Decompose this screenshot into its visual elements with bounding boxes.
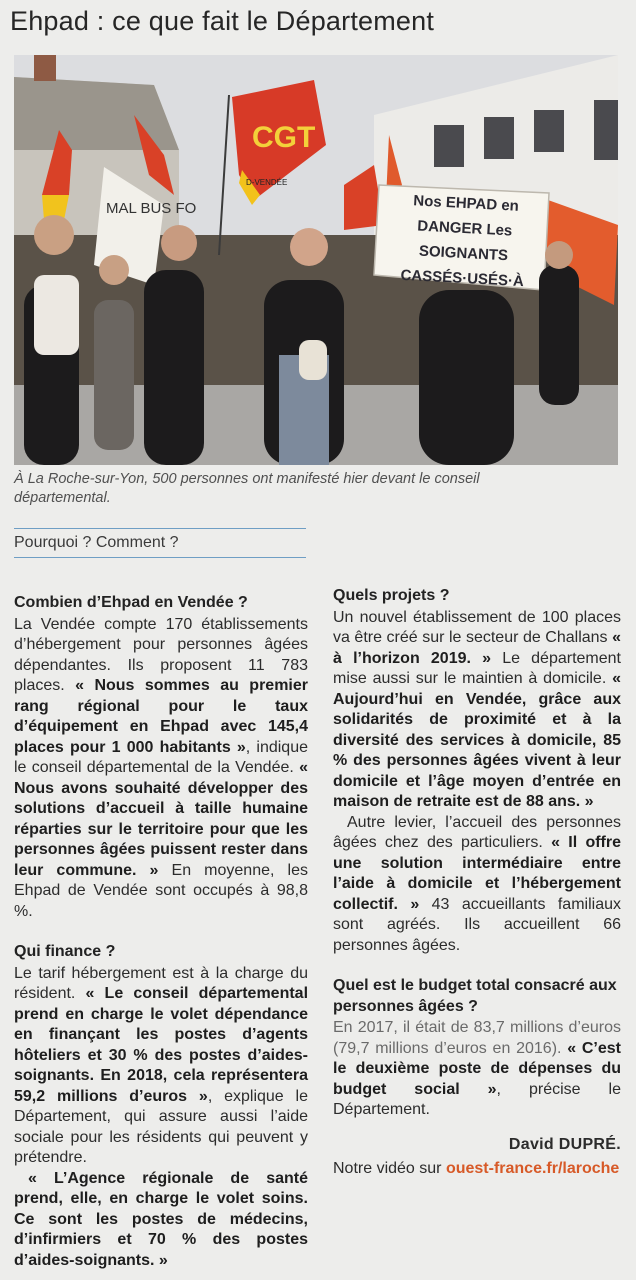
photo-caption: À La Roche-sur-Yon, 500 personnes ont manifesté hier devant le conseil départemental. (14, 471, 480, 506)
question-heading: Qui finance ? (14, 943, 116, 960)
answer-text: En moyenne, les Ehpad de Vendée sont occupés à 98,8 %. (14, 861, 308, 920)
video-prefix: Notre vidéo sur (333, 1160, 446, 1177)
quote-text: « C’est le deuxième poste de dépenses du budget social » (333, 1039, 621, 1098)
answer-paragraph (333, 1018, 621, 1121)
answer-paragraph (333, 813, 621, 957)
flag-text: CGT (252, 121, 316, 154)
quote-text: « Nous avons souhaité développer des solutions d’accueil à taille humaine réparties sur le territoire pour que les personnes âgées puissent rester dans leur commune. » (14, 759, 308, 879)
answer-paragraph (14, 615, 308, 923)
question-heading: Quels projets ? (333, 587, 450, 604)
quote-text: « à l’horizon 2019. » (333, 629, 621, 667)
answer-text: Le département mise aussi sur le maintien à domicile. (333, 649, 621, 687)
answer-text: La Vendée compte 170 établissements d’hébergement pour personnes âgées dépendantes. Ils proposent 11 783 places. (14, 615, 308, 694)
answer-text: 43 accueillants familiaux sont agréés. Ils accueillent 66 personnes âgées. (333, 895, 621, 954)
video-promo (333, 1159, 621, 1180)
answer-text: Un nouvel établissement de 100 places va être créé sur le secteur de Challans (333, 608, 621, 646)
question-heading: Combien d’Ehpad en Vendée ? (14, 594, 248, 611)
article-title: Ehpad : ce que fait le Département (10, 6, 435, 36)
quote-text: « Il offre une solution intermédiaire entre l’aide à domicile et l’hébergement collectif. » (333, 834, 622, 913)
quote-paragraph: « L’Agence régionale de santé prend, elle, en charge le volet soins. Ce sont les postes de médecins, d’infirmiers et 70 % des postes d’aides-soignants. » (14, 1169, 308, 1269)
author-signature: David DUPRÉ. (508, 1135, 621, 1153)
answer-text: En 2017, il était de 83,7 millions d’euros (79,7 millions d’euros en 2016). (333, 1019, 621, 1057)
protest-banner: Nos EHPAD en DANGER Les SOIGNANTS CASSÉS·USÉS·À (400, 192, 525, 291)
quote-text: « Le conseil départemental prend en charge le volet dépendance en finançant les postes d’agents hôteliers et 30 % des postes d’aides-soignants. En 2018, cela représentera 59,2 millions d’euros » (14, 985, 309, 1105)
quote-text: « Aujourd’hui en Vendée, grâce aux solidarités de proximité et à la diversité des services à domicile, 85 % des personnes âgées vivent à leur domicile et l’âge moyen d’entrée en maison de retraite est de 88 ans. » (333, 670, 621, 810)
right-column (333, 586, 621, 1180)
video-link[interactable]: ouest-france.fr/laroche (445, 1160, 620, 1177)
flag-subtext: D-VENDÉE (246, 178, 288, 187)
answer-text: , précise le Département. (333, 1080, 621, 1118)
answer-paragraph (333, 608, 621, 813)
answer-text: Le tarif hébergement est à la charge du résident. (14, 964, 308, 1002)
left-column (14, 528, 308, 1271)
sign-text: MAL BUS FO (106, 200, 197, 217)
answer-text: , explique le Département, qui assure aussi l’aide sociale pour les résidents qui peuvent y prétendre. (14, 1087, 308, 1166)
answer-paragraph (14, 964, 308, 1169)
protest-photo (14, 55, 618, 465)
section-label: Pourquoi ? Comment ? (14, 528, 306, 558)
answer-text: , indique le conseil départemental de la Vendée. (14, 738, 308, 776)
answer-text: Autre levier, l’accueil des personnes âgées chez des particuliers. (333, 813, 621, 851)
quote-text: « Nous sommes au premier rang régional pour le taux d’équipement en Ehpad avec 145,4 places pour 1 000 habitants » (14, 677, 309, 756)
question-heading: Quel est le budget total consacré aux personnes âgées ? (333, 977, 617, 1015)
